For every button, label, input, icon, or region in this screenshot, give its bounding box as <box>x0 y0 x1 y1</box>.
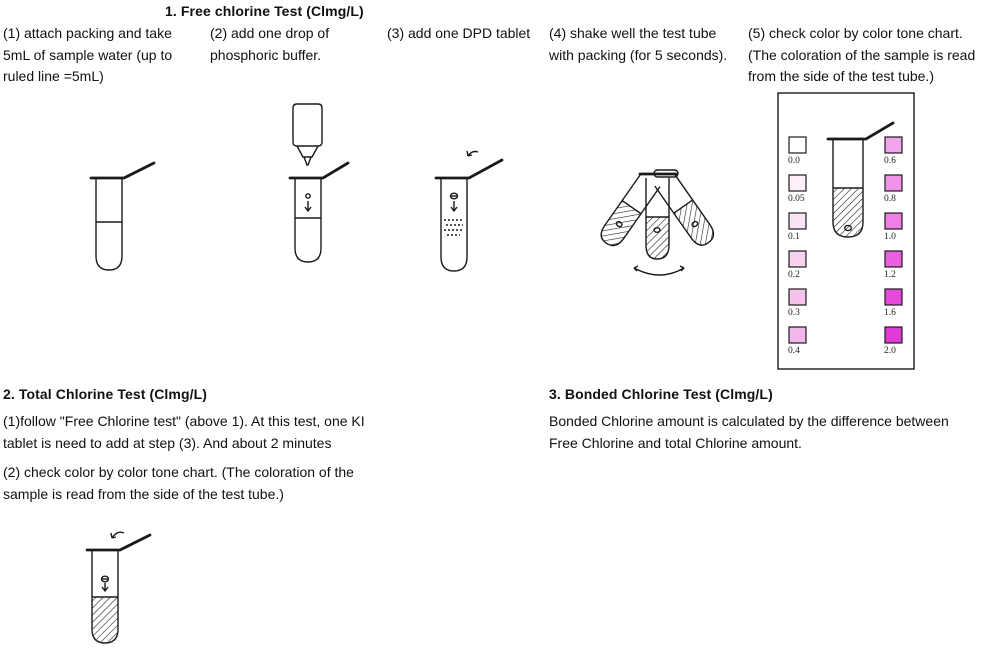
step2-line: phosphoric buffer. <box>210 46 322 63</box>
color-tone-chart <box>778 93 914 369</box>
swatch-label: 0.4 <box>788 346 800 356</box>
test-tube-icon <box>436 151 502 271</box>
dropper-bottle-icon <box>293 104 322 165</box>
color-swatch <box>885 175 902 191</box>
section2-title: 2. Total Chlorine Test (Clmg/L) <box>3 386 208 402</box>
swatch-label: 0.0 <box>788 156 800 166</box>
chart-right-column <box>884 137 902 356</box>
step5-line: (The coloration of the sample is read <box>748 46 976 63</box>
color-swatch <box>789 251 806 267</box>
step4-line: (4) shake well the test tube <box>549 25 717 41</box>
section2-para1 <box>3 411 403 461</box>
color-swatch <box>789 289 806 305</box>
swatch-label: 0.6 <box>884 156 896 166</box>
chart-left-column <box>788 137 806 356</box>
step3-line: (3) add one DPD tablet <box>387 25 531 41</box>
color-swatch <box>789 137 806 153</box>
section2-line: (2) check color by color tone chart. (The coloration of the <box>3 464 354 480</box>
section2-line: tablet is need to add at step (3). And about 2 minutes <box>3 434 332 451</box>
swatch-label: 2.0 <box>884 346 896 356</box>
swatch-label: 0.2 <box>788 270 800 280</box>
color-swatch <box>789 327 806 343</box>
step4-line: with packing (for 5 seconds). <box>549 46 728 63</box>
section3-line: Bonded Chlorine amount is calculated by the difference between <box>549 413 949 429</box>
color-swatch <box>885 327 902 343</box>
step1-line: ruled line =5mL) <box>3 68 104 84</box>
test-tube-icon <box>87 532 150 643</box>
test-tube-icon <box>290 163 348 262</box>
step5-line: from the side of the test tube.) <box>748 68 934 84</box>
color-swatch <box>885 137 902 153</box>
section3-title: 3. Bonded Chlorine Test (Clmg/L) <box>549 386 773 402</box>
section2-para2 <box>3 462 354 505</box>
swatch-label: 0.8 <box>884 194 896 204</box>
section3-line: Free Chlorine and total Chlorine amount. <box>549 434 802 451</box>
step2-line: (2) add one drop of <box>210 25 330 41</box>
step1-line: 5mL of sample water (up to <box>3 46 173 63</box>
swatch-label: 0.3 <box>788 308 800 318</box>
shaking-tubes-icon <box>597 170 718 275</box>
swatch-label: 0.05 <box>788 194 805 204</box>
color-swatch <box>789 175 806 191</box>
test-tube-icon <box>91 163 154 270</box>
section3-text <box>549 411 949 454</box>
section1-title: 1. Free chlorine Test (Clmg/L) <box>165 3 364 19</box>
color-swatch <box>885 289 902 305</box>
swatch-label: 1.2 <box>884 270 896 280</box>
swatch-label: 1.0 <box>884 232 896 242</box>
color-swatch <box>885 251 902 267</box>
section2-line: sample is read from the side of the test tube.) <box>3 485 284 502</box>
section2-line: (1)follow "Free Chlorine test" (above 1). At this test, one KI <box>3 413 365 429</box>
color-swatch <box>885 213 902 229</box>
step1-line: (1) attach packing and take <box>3 25 172 41</box>
swatch-label: 1.6 <box>884 308 896 318</box>
swatch-label: 0.1 <box>788 232 800 242</box>
step5-line: (5) check color by color tone chart. <box>748 25 963 41</box>
color-swatch <box>789 213 806 229</box>
